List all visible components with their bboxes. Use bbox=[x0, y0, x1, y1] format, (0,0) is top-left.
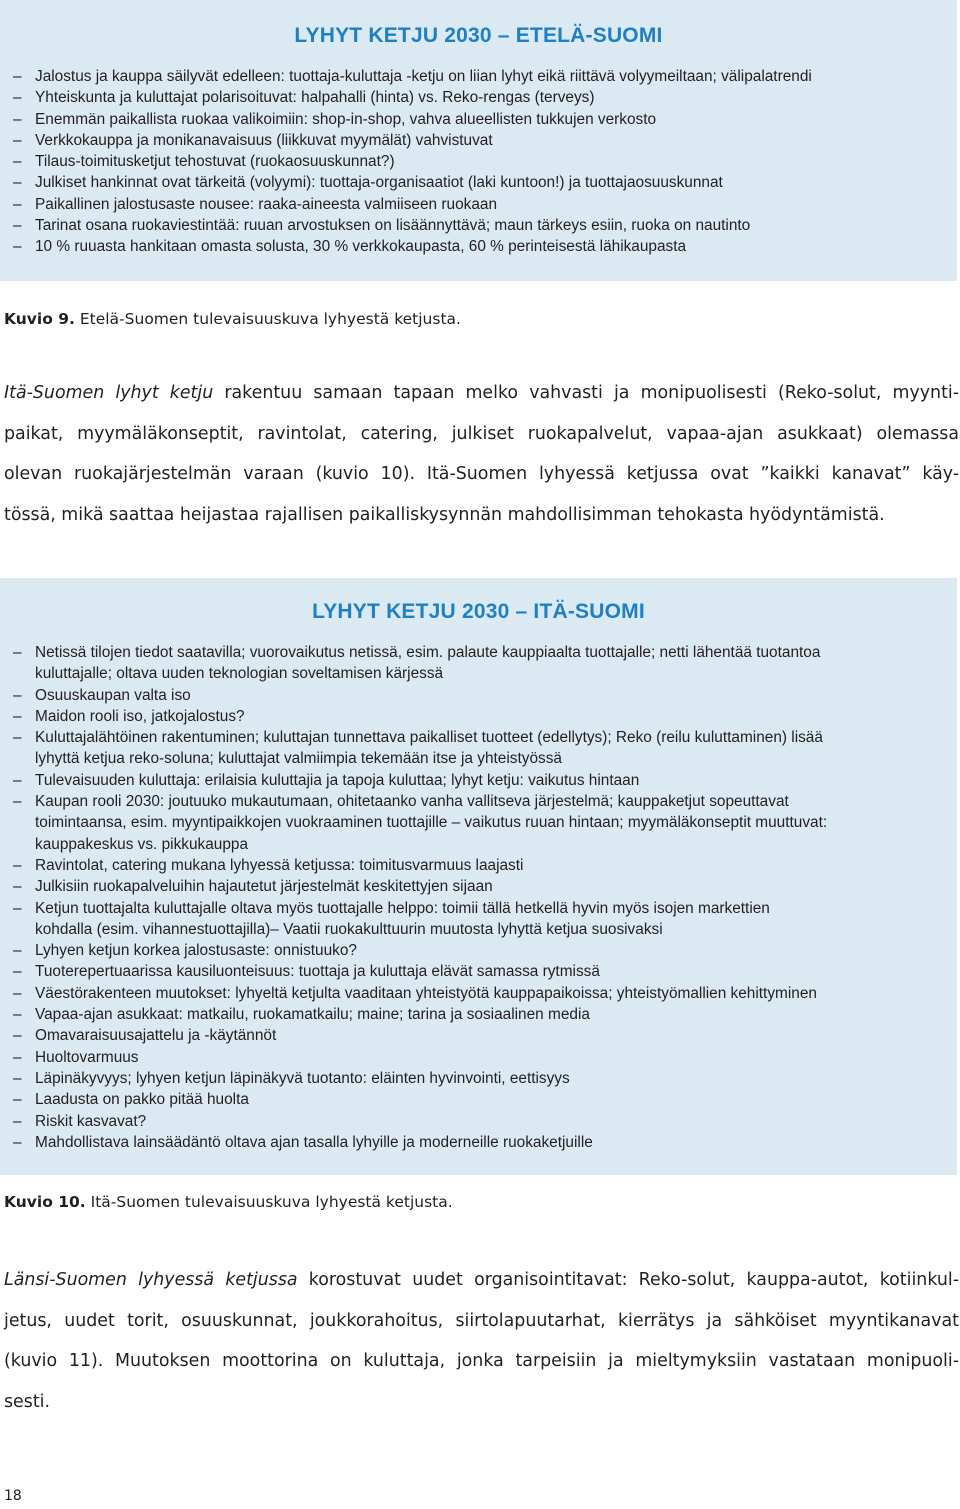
caption-label: Kuvio 9. bbox=[4, 310, 75, 328]
italic-lead: Länsi-Suomen lyhyessä ketjussa bbox=[4, 1270, 298, 1290]
paragraph-line bbox=[4, 1341, 959, 1382]
body-paragraph bbox=[4, 1260, 959, 1422]
list-item-line: – Huoltovarmuus bbox=[35, 1048, 139, 1066]
list-item: – Paikallinen jalostusaste nousee: raaka-aineesta valmiiseen ruokaan bbox=[13, 194, 812, 215]
list-item: – 10 % ruuasta hankitaan omasta solusta, 30 % verkkokaupasta, 60 % perinteisestä lähikaupasta bbox=[13, 236, 812, 257]
box-title: LYHYT KETJU 2030 – ITÄ-SUOMI bbox=[312, 600, 645, 623]
list-item bbox=[13, 876, 827, 897]
line-text: jetus, uudet torit, osuuskunnat, joukkorahoitus, siirtolapuutarhat, kierrätys ja sähköiset myyntikanavat bbox=[4, 1310, 959, 1331]
list-item-line: – Tuoterepertuaarissa kausiluonteisuus: tuottaja ja kuluttaja elävät samassa rytmissä bbox=[35, 963, 600, 981]
list-item bbox=[13, 1132, 827, 1153]
caption-label: Kuvio 10. bbox=[4, 1193, 86, 1211]
list-item bbox=[13, 898, 827, 941]
list-item-line: – Tulevaisuuden kuluttaja: erilaisia kuluttajia ja tapoja kuluttaa; lyhyt ketju: vaikutus hintaan bbox=[35, 771, 640, 789]
list-item bbox=[13, 961, 827, 982]
paragraph-line bbox=[4, 1382, 959, 1423]
list-item-line: – Kuluttajalähtöinen rakentuminen; kuluttajan tunnettava paikalliset tuotteet (edellytys); Reko (reilu kuluttaminen) lisää bbox=[35, 729, 823, 747]
list-item bbox=[13, 1068, 827, 1089]
list-item bbox=[13, 706, 827, 727]
list-item-line: – Maidon rooli iso, jatkojalostus? bbox=[35, 707, 245, 725]
paragraph-line bbox=[4, 1301, 959, 1342]
line-text: olevan ruokajärjestelmän varaan (kuvio 10). Itä-Suomen lyhyessä ketjussa ovat ”kaikki kanavat” käy- bbox=[4, 464, 959, 484]
paragraph-line bbox=[4, 373, 959, 414]
caption-text: Etelä-Suomen tulevaisuuskuva lyhyestä ketjusta. bbox=[74, 310, 461, 328]
list-item-line: – Julkisiin ruokapalveluihin hajautetut järjestelmät keskitettyjen sijaan bbox=[35, 878, 493, 896]
list-item-line: toimintaansa, esim. myyntipaikkojen vuokraaminen tuottajille – vaikutus ruuan hintaan; myymäläkonseptit muuttuvat: bbox=[35, 814, 828, 832]
box-title: LYHYT KETJU 2030 – ETELÄ-SUOMI bbox=[294, 24, 663, 47]
list-item: – Jalostus ja kauppa säilyvät edelleen: tuottaja-kuluttaja -ketju on liian lyhyt eikä riittävä volyymeiltaan; välipalatrendi bbox=[13, 66, 812, 87]
list-item bbox=[13, 727, 827, 770]
paragraph-line bbox=[4, 495, 959, 536]
list-item bbox=[13, 1111, 827, 1132]
list-item-line: – Riskit kasvavat? bbox=[35, 1112, 147, 1130]
line-text: (kuvio 11). Muutoksen moottorina on kuluttaja, jonka tarpeisiin ja mieltymyksiin vastataan monipuoli- bbox=[4, 1351, 959, 1371]
list-item-line: – Läpinäkyvyys; lyhyen ketjun läpinäkyvä tuotanto: eläinten hyvinvointi, eettisyys bbox=[35, 1069, 570, 1087]
list-item: – Tilaus-toimitusketjut tehostuvat (ruokaosuuskunnat?) bbox=[13, 151, 812, 172]
line-text: sesti. bbox=[4, 1391, 50, 1412]
list-item-line: kohdalla (esim. vihannestuottajilla)– Vaatii ruokakulttuurin muutosta lyhyttä ketjua suosivaksi bbox=[35, 920, 663, 938]
list-item bbox=[13, 940, 827, 961]
list-item bbox=[13, 855, 827, 876]
list-item-line: – Ketjun tuottajalta kuluttajalle oltava myös tuottajalle helppo: toimii tällä hetkellä hyvin myös isojen markettien bbox=[35, 899, 770, 917]
list-item-line: – Kaupan rooli 2030: joutuuko mukautumaan, ohitetaanko vanha vallitseva järjestelmä; kauppaketjut sopeuttavat bbox=[35, 793, 789, 811]
list-item bbox=[13, 642, 827, 685]
list-item bbox=[13, 1089, 827, 1110]
line-text: paikat, myymäläkonseptit, ravintolat, catering, julkiset ruokapalvelut, vapaa-ajan asukkaat) olemassa bbox=[4, 423, 959, 444]
list-item-line: – Omavaraisuusajattelu ja -käytännöt bbox=[35, 1027, 277, 1045]
list-item: – Julkiset hankinnat ovat tärkeitä (volyymi): tuottaja-organisaatiot (laki kuntoon!) ja tuottajaosuuskunnat bbox=[13, 172, 812, 193]
list-item: – Tarinat osana ruokaviestintää: ruuan arvostuksen on lisäännyttävä; maun tärkeys esiin, ruoka on nautinto bbox=[13, 215, 812, 236]
paragraph-line bbox=[4, 414, 959, 455]
paragraph-line bbox=[4, 454, 959, 495]
list-item-line: – Mahdollistava lainsäädäntö oltava ajan tasalla lyhyille ja moderneille ruokaketjuille bbox=[35, 1133, 593, 1151]
body-paragraph bbox=[4, 373, 959, 535]
list-item-line: lyhyttä ketjua reko-soluna; kuluttajat valmiimpia tekemään itse ja yhteistyössä bbox=[35, 750, 562, 768]
list-item-line: – Lyhyen ketjun korkea jalostusaste: onnistuuko? bbox=[35, 942, 357, 960]
figure-caption bbox=[4, 1193, 453, 1211]
caption-text: Itä-Suomen tulevaisuuskuva lyhyestä ketjusta. bbox=[85, 1193, 453, 1211]
list-item-line: – Vapaa-ajan asukkaat: matkailu, ruokamatkailu; maine; tarina ja sosiaalinen media bbox=[35, 1006, 590, 1024]
list-item bbox=[13, 1047, 827, 1068]
list-item: – Yhteiskunta ja kuluttajat polarisoituvat: halpahalli (hinta) vs. Reko-rengas (terveys) bbox=[13, 87, 812, 108]
list-item-line: – Osuuskaupan valta iso bbox=[35, 686, 191, 704]
list-item bbox=[13, 770, 827, 791]
list-item bbox=[13, 1025, 827, 1046]
list-item: – Verkkokauppa ja monikanavaisuus (liikkuvat myymälät) vahvistuvat bbox=[13, 130, 812, 151]
list-item-line: kauppakeskus vs. pikkukauppa bbox=[35, 835, 249, 853]
list-item-line: kuluttajalle; oltava uuden teknologian soveltamisen kärjessä bbox=[35, 665, 444, 683]
list-item bbox=[13, 685, 827, 706]
list-item bbox=[13, 983, 827, 1004]
list-item-line: – Netissä tilojen tiedot saatavilla; vuorovaikutus netissä, esim. palaute kauppiaalta tuottajalle; netti lähentää tuotantoa bbox=[35, 644, 821, 661]
list-item-line: – Ravintolat, catering mukana lyhyessä ketjussa: toimitusvarmuus laajasti bbox=[35, 856, 524, 874]
etela-suomi-list bbox=[13, 66, 812, 258]
line-text: korostuvat uudet organisointitavat: Reko-solut, kauppa-autot, kotiinkul- bbox=[297, 1270, 959, 1290]
line-text: rakentuu samaan tapaan melko vahvasti ja monipuolisesti (Reko-solut, myynti- bbox=[213, 383, 960, 403]
list-item: – Enemmän paikallista ruokaa valikoimiin: shop-in-shop, vahva alueellisten tukkujen verkosto bbox=[13, 109, 812, 130]
italic-lead: Itä-Suomen lyhyt ketju bbox=[4, 383, 214, 403]
list-item-line: – Väestörakenteen muutokset: lyhyeltä ketjulta vaaditaan yhteistyötä kauppapaikoissa; yhteistyömallien kehittyminen bbox=[35, 984, 817, 1002]
list-item-line: – Laadusta on pakko pitää huolta bbox=[35, 1091, 249, 1109]
line-text: tössä, mikä saattaa heijastaa rajallisen paikalliskysynnän mahdollisimman tehokasta hyödyntämistä. bbox=[4, 504, 885, 525]
paragraph-line bbox=[4, 1260, 959, 1301]
etela-suomi-box bbox=[0, 0, 957, 281]
page-number: 18 bbox=[4, 1488, 22, 1504]
list-item bbox=[13, 791, 827, 855]
list-item bbox=[13, 1004, 827, 1025]
ita-suomi-list bbox=[13, 642, 827, 1153]
figure-caption bbox=[4, 310, 461, 328]
